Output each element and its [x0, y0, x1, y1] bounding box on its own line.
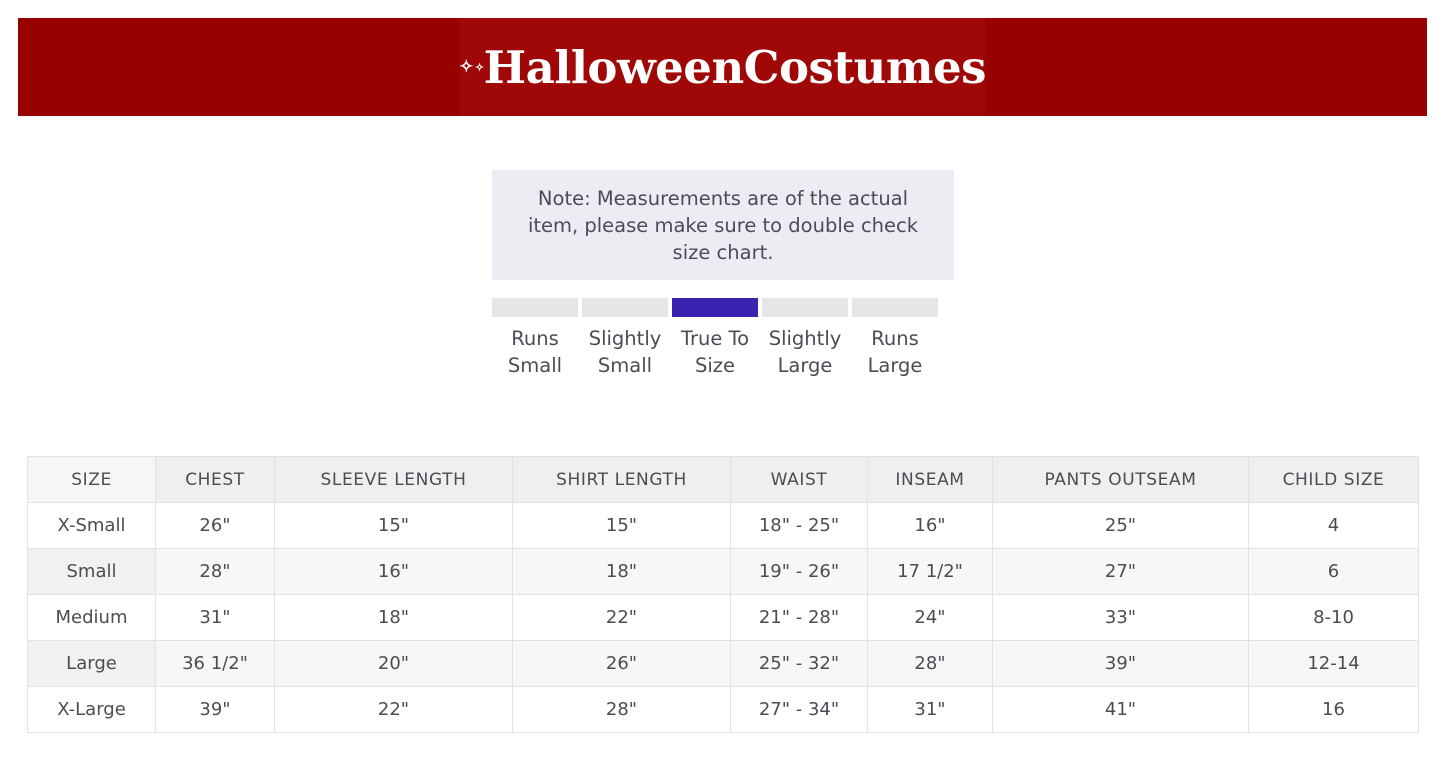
brand-name: HalloweenCostumes [483, 40, 986, 94]
cell-sleeve-length: 20" [275, 641, 513, 687]
cell-size: Large [28, 641, 156, 687]
fit-scale-bar [492, 298, 578, 317]
cell-shirt-length: 22" [513, 595, 731, 641]
fit-scale [492, 298, 954, 379]
fit-scale-item-slightly-small[interactable] [582, 298, 668, 379]
cell-inseam: 16" [868, 503, 993, 549]
fit-scale-bar [852, 298, 938, 317]
cell-size: X-Large [28, 687, 156, 733]
fit-scale-label: Runs Small [507, 327, 563, 377]
cell-size: Small [28, 549, 156, 595]
cell-inseam: 28" [868, 641, 993, 687]
cell-waist: 18" - 25" [731, 503, 868, 549]
cell-chest: 31" [156, 595, 275, 641]
fit-scale-label: True To Size [680, 327, 750, 377]
cell-inseam: 24" [868, 595, 993, 641]
cell-waist: 27" - 34" [731, 687, 868, 733]
site-header-banner [18, 18, 1427, 116]
cell-sleeve-length: 22" [275, 687, 513, 733]
fit-scale-label: Slightly Large [768, 327, 842, 377]
column-header-chest: CHEST [156, 457, 275, 503]
cell-chest: 39" [156, 687, 275, 733]
column-header-child-size: CHILD SIZE [1249, 457, 1419, 503]
table-row [28, 503, 1419, 549]
cell-inseam: 31" [868, 687, 993, 733]
cell-waist: 25" - 32" [731, 641, 868, 687]
column-header-size: SIZE [28, 457, 156, 503]
table-row [28, 595, 1419, 641]
cell-sleeve-length: 16" [275, 549, 513, 595]
brand-banner-inner [460, 18, 985, 116]
fit-scale-bar [582, 298, 668, 317]
cell-chest: 26" [156, 503, 275, 549]
column-header-waist: WAIST [731, 457, 868, 503]
fit-scale-bar [762, 298, 848, 317]
cell-chest: 36 1/2" [156, 641, 275, 687]
cell-pants-outseam: 27" [993, 549, 1249, 595]
cell-shirt-length: 28" [513, 687, 731, 733]
size-chart-header [28, 457, 1419, 503]
table-row [28, 687, 1419, 733]
cell-child-size: 4 [1249, 503, 1419, 549]
cell-pants-outseam: 25" [993, 503, 1249, 549]
sparkle-icon: ✧ [459, 57, 473, 77]
fit-scale-item-slightly-large[interactable] [762, 298, 848, 379]
cell-sleeve-length: 15" [275, 503, 513, 549]
column-header-pants-outseam: PANTS OUTSEAM [993, 457, 1249, 503]
cell-pants-outseam: 33" [993, 595, 1249, 641]
table-row [28, 641, 1419, 687]
cell-pants-outseam: 41" [993, 687, 1249, 733]
measurement-note-box [492, 170, 954, 280]
cell-inseam: 17 1/2" [868, 549, 993, 595]
cell-waist: 21" - 28" [731, 595, 868, 641]
fit-scale-label: Slightly Small [588, 327, 662, 377]
cell-shirt-length: 18" [513, 549, 731, 595]
fit-scale-bar-active [672, 298, 758, 317]
column-header-sleeve-length: SLEEVE LENGTH [275, 457, 513, 503]
cell-shirt-length: 26" [513, 641, 731, 687]
sparkle-small-icon: ✧ [474, 60, 484, 74]
size-chart-body [28, 503, 1419, 733]
cell-chest: 28" [156, 549, 275, 595]
table-header-row [28, 457, 1419, 503]
size-chart-table [27, 456, 1419, 733]
measurement-note-text: Note: Measurements are of the actual item, please make sure to double check size chart. [527, 186, 919, 264]
table-row [28, 549, 1419, 595]
cell-shirt-length: 15" [513, 503, 731, 549]
cell-pants-outseam: 39" [993, 641, 1249, 687]
cell-sleeve-length: 18" [275, 595, 513, 641]
column-header-inseam: INSEAM [868, 457, 993, 503]
cell-child-size: 6 [1249, 549, 1419, 595]
column-header-shirt-length: SHIRT LENGTH [513, 457, 731, 503]
cell-child-size: 8-10 [1249, 595, 1419, 641]
brand-logo [460, 18, 985, 116]
cell-size: X-Small [28, 503, 156, 549]
cell-waist: 19" - 26" [731, 549, 868, 595]
cell-child-size: 16 [1249, 687, 1419, 733]
fit-scale-item-runs-large[interactable] [852, 298, 938, 379]
fit-scale-label: Runs Large [867, 327, 923, 377]
cell-child-size: 12-14 [1249, 641, 1419, 687]
fit-scale-item-runs-small[interactable] [492, 298, 578, 379]
cell-size: Medium [28, 595, 156, 641]
fit-scale-item-true-to-size[interactable] [672, 298, 758, 379]
